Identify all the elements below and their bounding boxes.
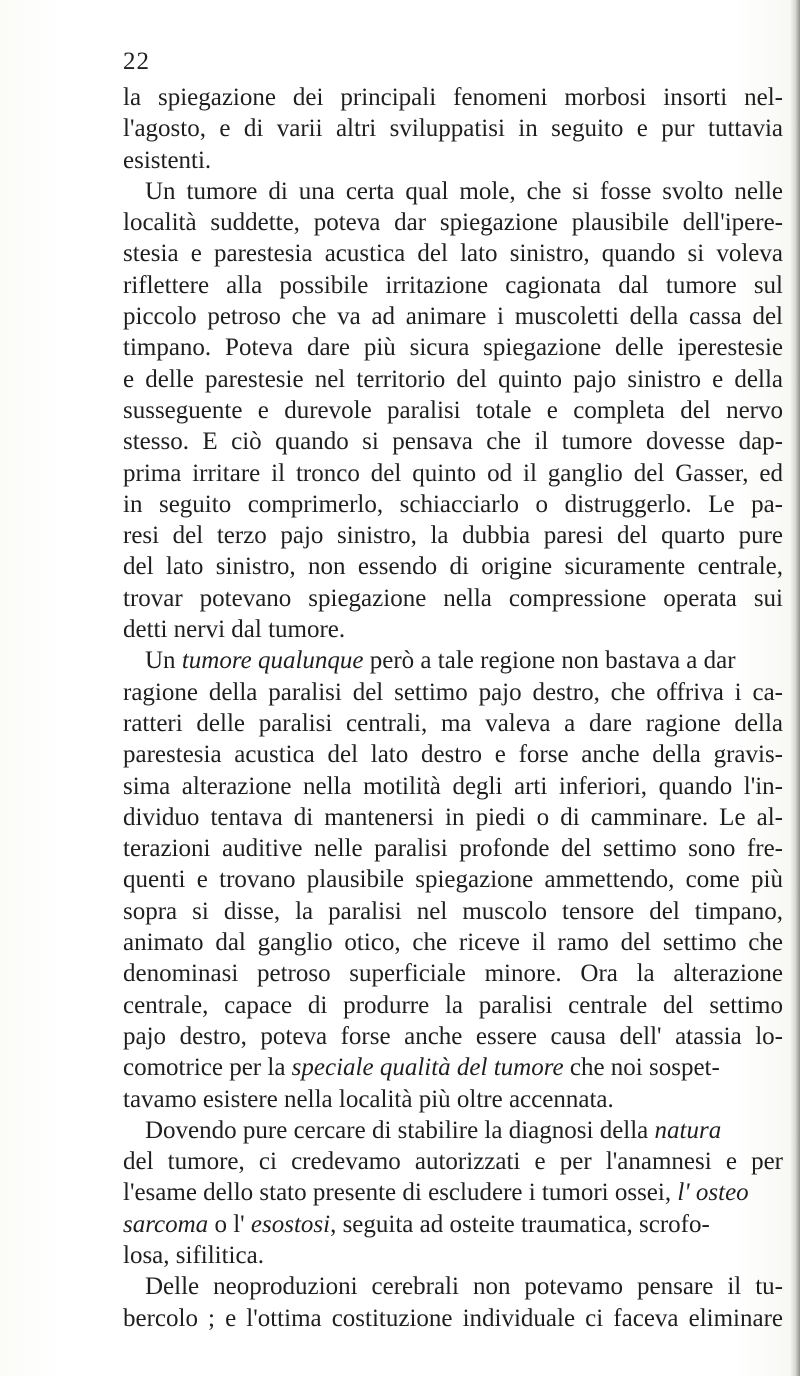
italic-run: esostosi <box>250 1210 331 1238</box>
text-line: centrale, capace di produrre la paralisi centrale del settimo <box>123 991 783 1019</box>
text-line: resi del terzo pajo sinistro, la dubbia paresi del quarto pure <box>123 522 783 550</box>
page-edge-shadow <box>790 0 800 1376</box>
text-line: tavamo esistere nella località più oltre accennata. <box>123 1085 614 1113</box>
text-line: susseguente e durevole paralisi totale e completa del nervo <box>123 396 783 424</box>
text-line: dividuo tentava di mantenersi in piedi o di camminare. Le al- <box>123 803 783 831</box>
text-run: comotrice per la <box>123 1054 292 1082</box>
text-line: e delle parestesie nel territorio del quinto pajo sinistro e della <box>123 365 783 393</box>
text-line: la spiegazione dei principali fenomeni morbosi insorti nel- <box>123 84 783 111</box>
text-run: che noi sospet- <box>563 1054 720 1082</box>
text-line: sima alterazione nella motilità degli arti inferiori, quando l'in- <box>123 772 783 800</box>
text-line: quenti e trovano plausibile spiegazione ammettendo, come più <box>123 866 783 894</box>
text-line: ratteri delle paralisi centrali, ma valeva a dare ragione della <box>123 709 783 737</box>
text-line: losa, sifilitica. <box>123 1241 264 1269</box>
text-line: del tumore, ci credevamo autorizzati e per l'anamnesi e per <box>123 1148 783 1176</box>
text-line: esistenti. <box>123 146 212 174</box>
text-line: animato dal ganglio otico, che riceve il ramo del settimo che <box>123 929 783 957</box>
text-line: pajo destro, poteva forse anche essere causa dell' atassia lo- <box>123 1022 783 1050</box>
text-run: l'esame dello stato presente di escludere i tumori ossei, <box>123 1179 678 1207</box>
italic-run: speciale qualità del tumore <box>291 1054 564 1082</box>
text-line-italic-phrase <box>123 1115 783 1146</box>
text-line: piccolo petroso che va ad animare i muscoletti della cassa del <box>123 303 783 331</box>
italic-run: sarcoma <box>123 1210 209 1238</box>
italic-run: tumore qualunque <box>181 647 364 675</box>
body-text <box>123 82 783 1334</box>
text-line: timpano. Poteva dare più sicura spiegazione delle iperestesie <box>123 334 783 362</box>
text-line: terazioni auditive nelle paralisi profonde del settimo sono fre- <box>123 835 783 863</box>
text-line: del lato sinistro, non essendo di origine sicuramente centrale, <box>123 553 783 581</box>
text-line: Delle neoproduzioni cerebrali non potevamo pensare il tu- <box>145 1273 783 1301</box>
text-line: sopra si disse, la paralisi nel muscolo tensore del timpano, <box>123 897 783 925</box>
text-line: trovar potevano spiegazione nella compressione operata sui <box>123 584 783 612</box>
text-line: prima irritare il tronco del quinto od il ganglio del Gasser, ed <box>123 459 783 487</box>
text-line-italic-phrase <box>123 1052 783 1083</box>
text-line: l'agosto, e di varii altri sviluppatisi in seguito e pur tuttavia <box>123 115 783 143</box>
text-run: Dovendo pure cercare di stabilire la diagnosi della <box>145 1116 655 1144</box>
text-line: stesia e parestesia acustica del lato sinistro, quando si voleva <box>123 240 783 268</box>
italic-run: l' osteo <box>677 1179 749 1207</box>
text-line: denominasi petroso superficiale minore. Ora la alterazione <box>123 960 783 988</box>
text-line: stesso. E ciò quando si pensava che il tumore dovesse dap- <box>123 428 783 456</box>
text-line: località suddette, poteva dar spiegazione plausibile dell'ipere- <box>123 209 783 237</box>
text-run: Un <box>145 647 182 675</box>
italic-run: natura <box>654 1116 722 1144</box>
text-line: parestesia acustica del lato destro e forse anche della gravis- <box>123 741 783 769</box>
text-run: , seguita ad osteite traumatica, scrofo- <box>330 1210 710 1238</box>
text-run: però a tale regione non bastava a dar <box>363 647 736 675</box>
text-line-italic-phrase <box>123 1209 783 1240</box>
text-line: ragione della paralisi del settimo pajo destro, che offriva i ca- <box>123 678 783 706</box>
text-line: Un tumore di una certa qual mole, che si fosse svolto nelle <box>145 177 783 205</box>
text-line: detti nervi dal tumore. <box>123 616 346 644</box>
text-run: o l' <box>208 1210 251 1238</box>
page-number: 22 <box>123 48 150 75</box>
text-line-italic-phrase <box>123 1177 783 1208</box>
text-line: in seguito comprimerlo, schiacciarlo o distruggerlo. Le pa- <box>123 490 783 518</box>
text-line-italic-phrase <box>123 645 783 676</box>
text-line: bercolo ; e l'ottima costituzione individuale ci faceva eliminare <box>123 1304 783 1332</box>
text-line: riflettere alla possibile irritazione cagionata dal tumore sul <box>123 271 783 299</box>
